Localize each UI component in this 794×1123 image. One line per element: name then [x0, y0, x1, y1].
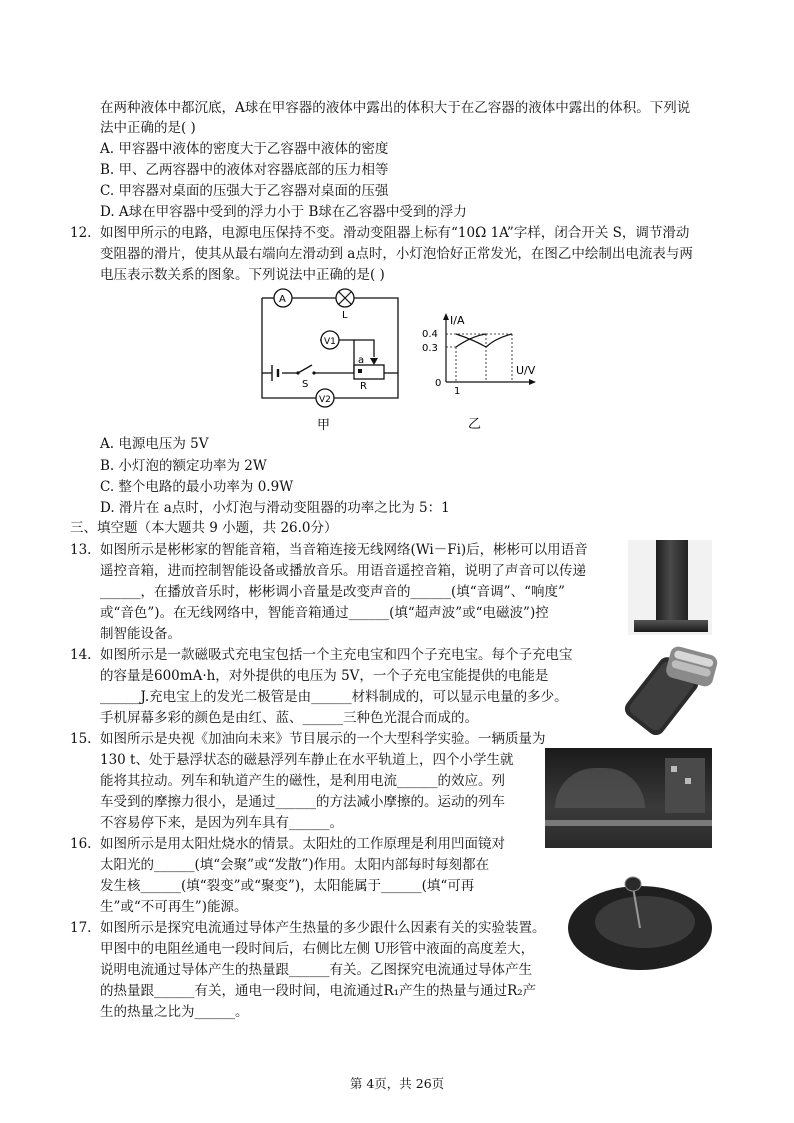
q13-line: 或“音色”)。在无线网络中，智能音箱通过______(填“超声波”或“电磁波”)控 [100, 605, 549, 621]
q11-option-b: B. 甲、乙两容器中的液体对容器底部的压力相等 [100, 162, 389, 178]
q13-line: 制智能设备。 [100, 626, 181, 642]
graph-xlabel: U/V [516, 364, 536, 377]
q14-line: 的容量是600mA·h，对外提供的电压为 5V，一个子充电宝能提供的电能是 [100, 668, 549, 684]
section-heading: 三、填空题（本大题共 9 小题，共 26.0分） [70, 520, 338, 536]
lamp-label: L [342, 310, 348, 321]
q13-line: ______，在播放音乐时，彬彬调小音量是改变声音的______(填“音调”、“响度” [100, 584, 565, 600]
q16-line: 发生核______(填“裂变”或“聚变”)，太阳能属于______(填“可再 [100, 878, 475, 894]
q17-line: 甲图中的电阻丝通电一段时间后，右侧比左侧 U形管中液面的高度差大， [100, 941, 535, 957]
resistor-label: R [360, 381, 367, 392]
ammeter-label: A [279, 294, 286, 305]
intro-line: 在两种液体中都沉底，A球在甲容器的液体中露出的体积大于在乙容器的液体中露出的体积。下列说 [100, 100, 691, 116]
q15-line: 不容易停下来，是因为列车具有______。 [100, 815, 343, 831]
v2-label: V2 [319, 395, 331, 405]
q12-option-a: A. 电源电压为 5V [100, 436, 209, 452]
switch-label: S [302, 379, 309, 390]
v1-label: V1 [324, 337, 336, 347]
q17-line: 生的热量之比为______。 [100, 1004, 249, 1020]
question-number: 17. [70, 920, 92, 936]
graph-origin: 0 [435, 378, 442, 389]
question-number: 15. [70, 731, 92, 747]
graph-caption: 乙 [468, 417, 482, 432]
q14-line: 手机屏幕多彩的颜色是由红、蓝、______三种色光混合而成的。 [100, 710, 478, 726]
q12-option-c: C. 整个电路的最小功率为 0.9W [100, 479, 294, 495]
q14-line: 如图所示是一款磁吸式充电宝包括一个主充电宝和四个子充电宝。每个子充电宝 [100, 647, 573, 663]
current-voltage-graph [420, 310, 550, 435]
solar-cooker-photo [565, 862, 715, 974]
q12-line: 如图甲所示的电路，电源电压保持不变。滑动变阻器上标有“10Ω 1A”字样，闭合开关 S，调节滑动 [100, 225, 690, 241]
question-number: 14. [70, 647, 92, 663]
graph-ytick: 0.4 [422, 329, 438, 340]
power-bank-photo [610, 640, 720, 735]
q13-line: 遥控音箱，进而控制智能设备或播放音乐。用语音遥控音箱，说明了声音可以传递 [100, 563, 586, 579]
q17-line: 的热量跟______有关，通电一段时间，电流通过R₁产生的热量与通过R₂产 [100, 983, 537, 999]
q12-option-d: D. 滑片在 a点时，小灯泡与滑动变阻器的功率之比为 5：1 [100, 500, 450, 516]
slider-label: a [358, 355, 365, 366]
graph-ylabel: I/A [450, 314, 465, 327]
q17-line: 如图所示是探究电流通过导体产生热量的多少跟什么因素有关的实验装置。 [100, 920, 546, 936]
q12-line: 变阻器的滑片，使其从最右端向左滑动到 a点时，小灯泡恰好正常发光，在图乙中绘制出电流表与两 [100, 246, 693, 262]
q14-line: ______J.充电宝上的发光二极管是由______材料制成的，可以显示电量的多少。 [100, 689, 568, 705]
question-number: 16. [70, 836, 92, 852]
q15-line: 130 t、处于悬浮状态的磁悬浮列车静止在水平轨道上，四个小学生就 [100, 752, 514, 768]
q13-line: 如图所示是彬彬家的智能音箱，当音箱连接无线网络(Wi－Fi)后，彬彬可以用语音 [100, 542, 588, 558]
graph-xtick: 1 [454, 386, 461, 397]
circuit-diagram [250, 285, 410, 435]
graph-ytick: 0.3 [422, 343, 438, 354]
page-footer: 第 4页，共 26页 [349, 1076, 445, 1091]
q11-option-a: A. 甲容器中液体的密度大于乙容器中液体的密度 [100, 141, 389, 157]
smart-speaker-photo [628, 540, 712, 635]
q15-line: 能将其拉动。列车和轨道产生的磁性，是利用电流______的效应。列 [100, 773, 505, 789]
intro-line: 法中正确的是( ) [100, 120, 196, 136]
maglev-train-photo [545, 748, 712, 848]
q16-line: 太阳光的______(填“会聚”或“发散”)作用。太阳内部每时每刻都在 [100, 857, 490, 873]
q17-line: 说明电流通过导体产生的热量跟______有关。乙图探究电流通过导体产生 [100, 962, 532, 978]
q12-option-b: B. 小灯泡的额定功率为 2W [100, 458, 267, 474]
q11-option-c: C. 甲容器对桌面的压强大于乙容器对桌面的压强 [100, 183, 389, 199]
question-number: 13. [70, 542, 92, 558]
question-number: 12. [70, 225, 92, 241]
q11-option-d: D. A球在甲容器中受到的浮力小于 B球在乙容器中受到的浮力 [100, 204, 467, 220]
q15-line: 如图所示是央视《加油向未来》节目展示的一个大型科学实验。一辆质量为 [100, 731, 546, 747]
circuit-caption: 甲 [317, 418, 331, 433]
q12-line: 电压表示数关系的图象。下列说法中正确的是( ) [100, 267, 385, 283]
q16-line: 生”或“不可再生”)能源。 [100, 899, 248, 915]
q15-line: 车受到的摩擦力很小，是通过______的方法减小摩擦的。运动的列车 [100, 794, 505, 810]
q16-line: 如图所示是用太阳灶烧水的情景。太阳灶的工作原理是利用凹面镜对 [100, 836, 505, 852]
